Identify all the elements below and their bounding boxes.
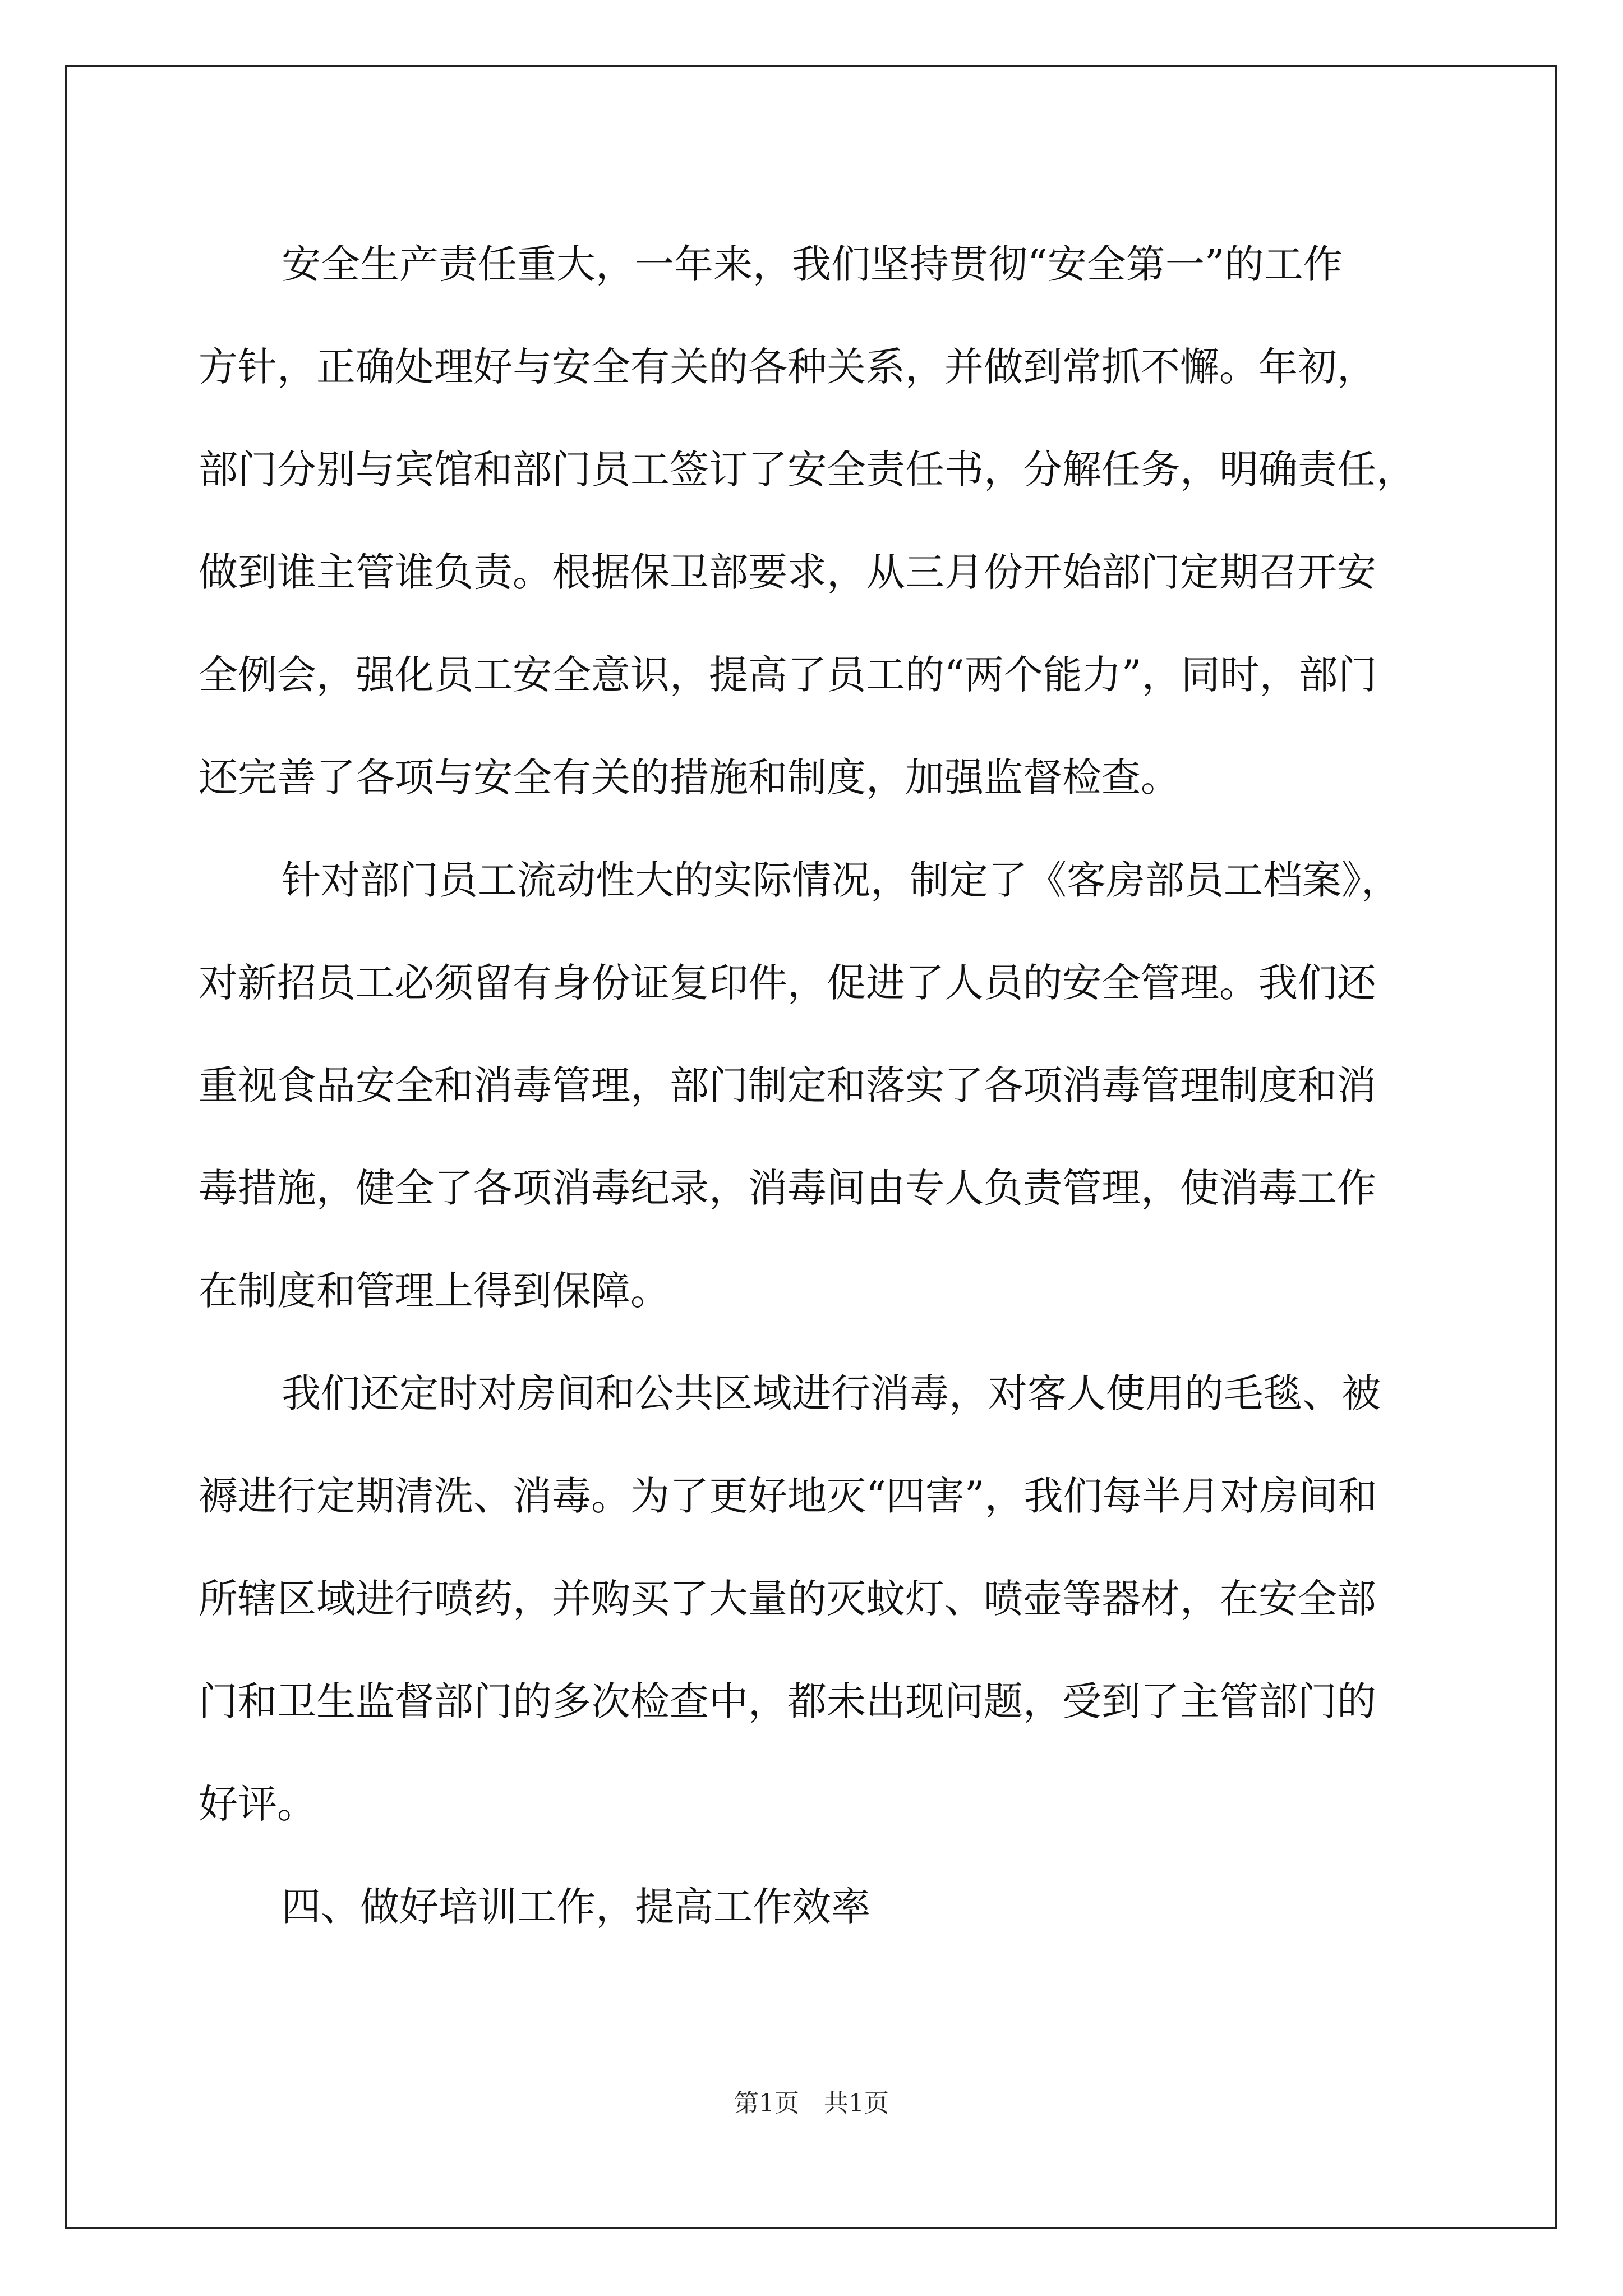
document-body [199, 213, 1432, 1958]
paragraph-line: 还完善了各项与安全有关的措施和制度，加强监督检查。 [199, 754, 1180, 800]
paragraph-line: 门和卫生监督部门的多次检查中，都未出现问题，受到了主管部门的 [199, 1678, 1376, 1724]
paragraph-line: 部门分别与宾馆和部门员工签订了安全责任书，分解任务，明确责任， [199, 447, 1415, 493]
paragraph-line: 方针，正确处理好与安全有关的各种关系，并做到常抓不懈。年初， [199, 344, 1376, 390]
paragraph-line: 对新招员工必须留有身份证复印件，促进了人员的安全管理。我们还 [199, 960, 1376, 1006]
paragraph-line: 重视食品安全和消毒管理，部门制定和落实了各项消毒管理制度和消 [199, 1062, 1376, 1108]
page-footer [0, 2087, 1623, 2120]
page-total: 共1页 [824, 2089, 889, 2118]
page-number: 第1页 [734, 2089, 799, 2118]
paragraph-line: 褥进行定期清洗、消毒。为了更好地灭“四害”，我们每半月对房间和 [199, 1473, 1377, 1519]
section-heading: 四、做好培训工作，提高工作效率 [282, 1884, 870, 1930]
paragraph-line: 全例会，强化员工安全意识，提高了员工的“两个能力”，同时，部门 [199, 652, 1377, 698]
paragraph-line: 毒措施，健全了各项消毒纪录，消毒间由专人负责管理，使消毒工作 [199, 1165, 1376, 1211]
paragraph-line: 我们还定时对房间和公共区域进行消毒，对客人使用的毛毯、被 [282, 1370, 1381, 1416]
paragraph-line: 好评。 [199, 1781, 316, 1827]
paragraph-line: 做到谁主管谁负责。根据保卫部要求，从三月份开始部门定期召开安 [199, 549, 1376, 595]
paragraph-line: 所辖区域进行喷药，并购买了大量的灭蚊灯、喷壶等器材，在安全部 [199, 1576, 1376, 1622]
paragraph-line: 在制度和管理上得到保障。 [199, 1268, 670, 1314]
paragraph-line: 针对部门员工流动性大的实际情况，制定了《客房部员工档案》， [282, 857, 1400, 903]
paragraph-line: 安全生产责任重大，一年来，我们坚持贯彻“安全第一”的工作 [282, 241, 1343, 287]
